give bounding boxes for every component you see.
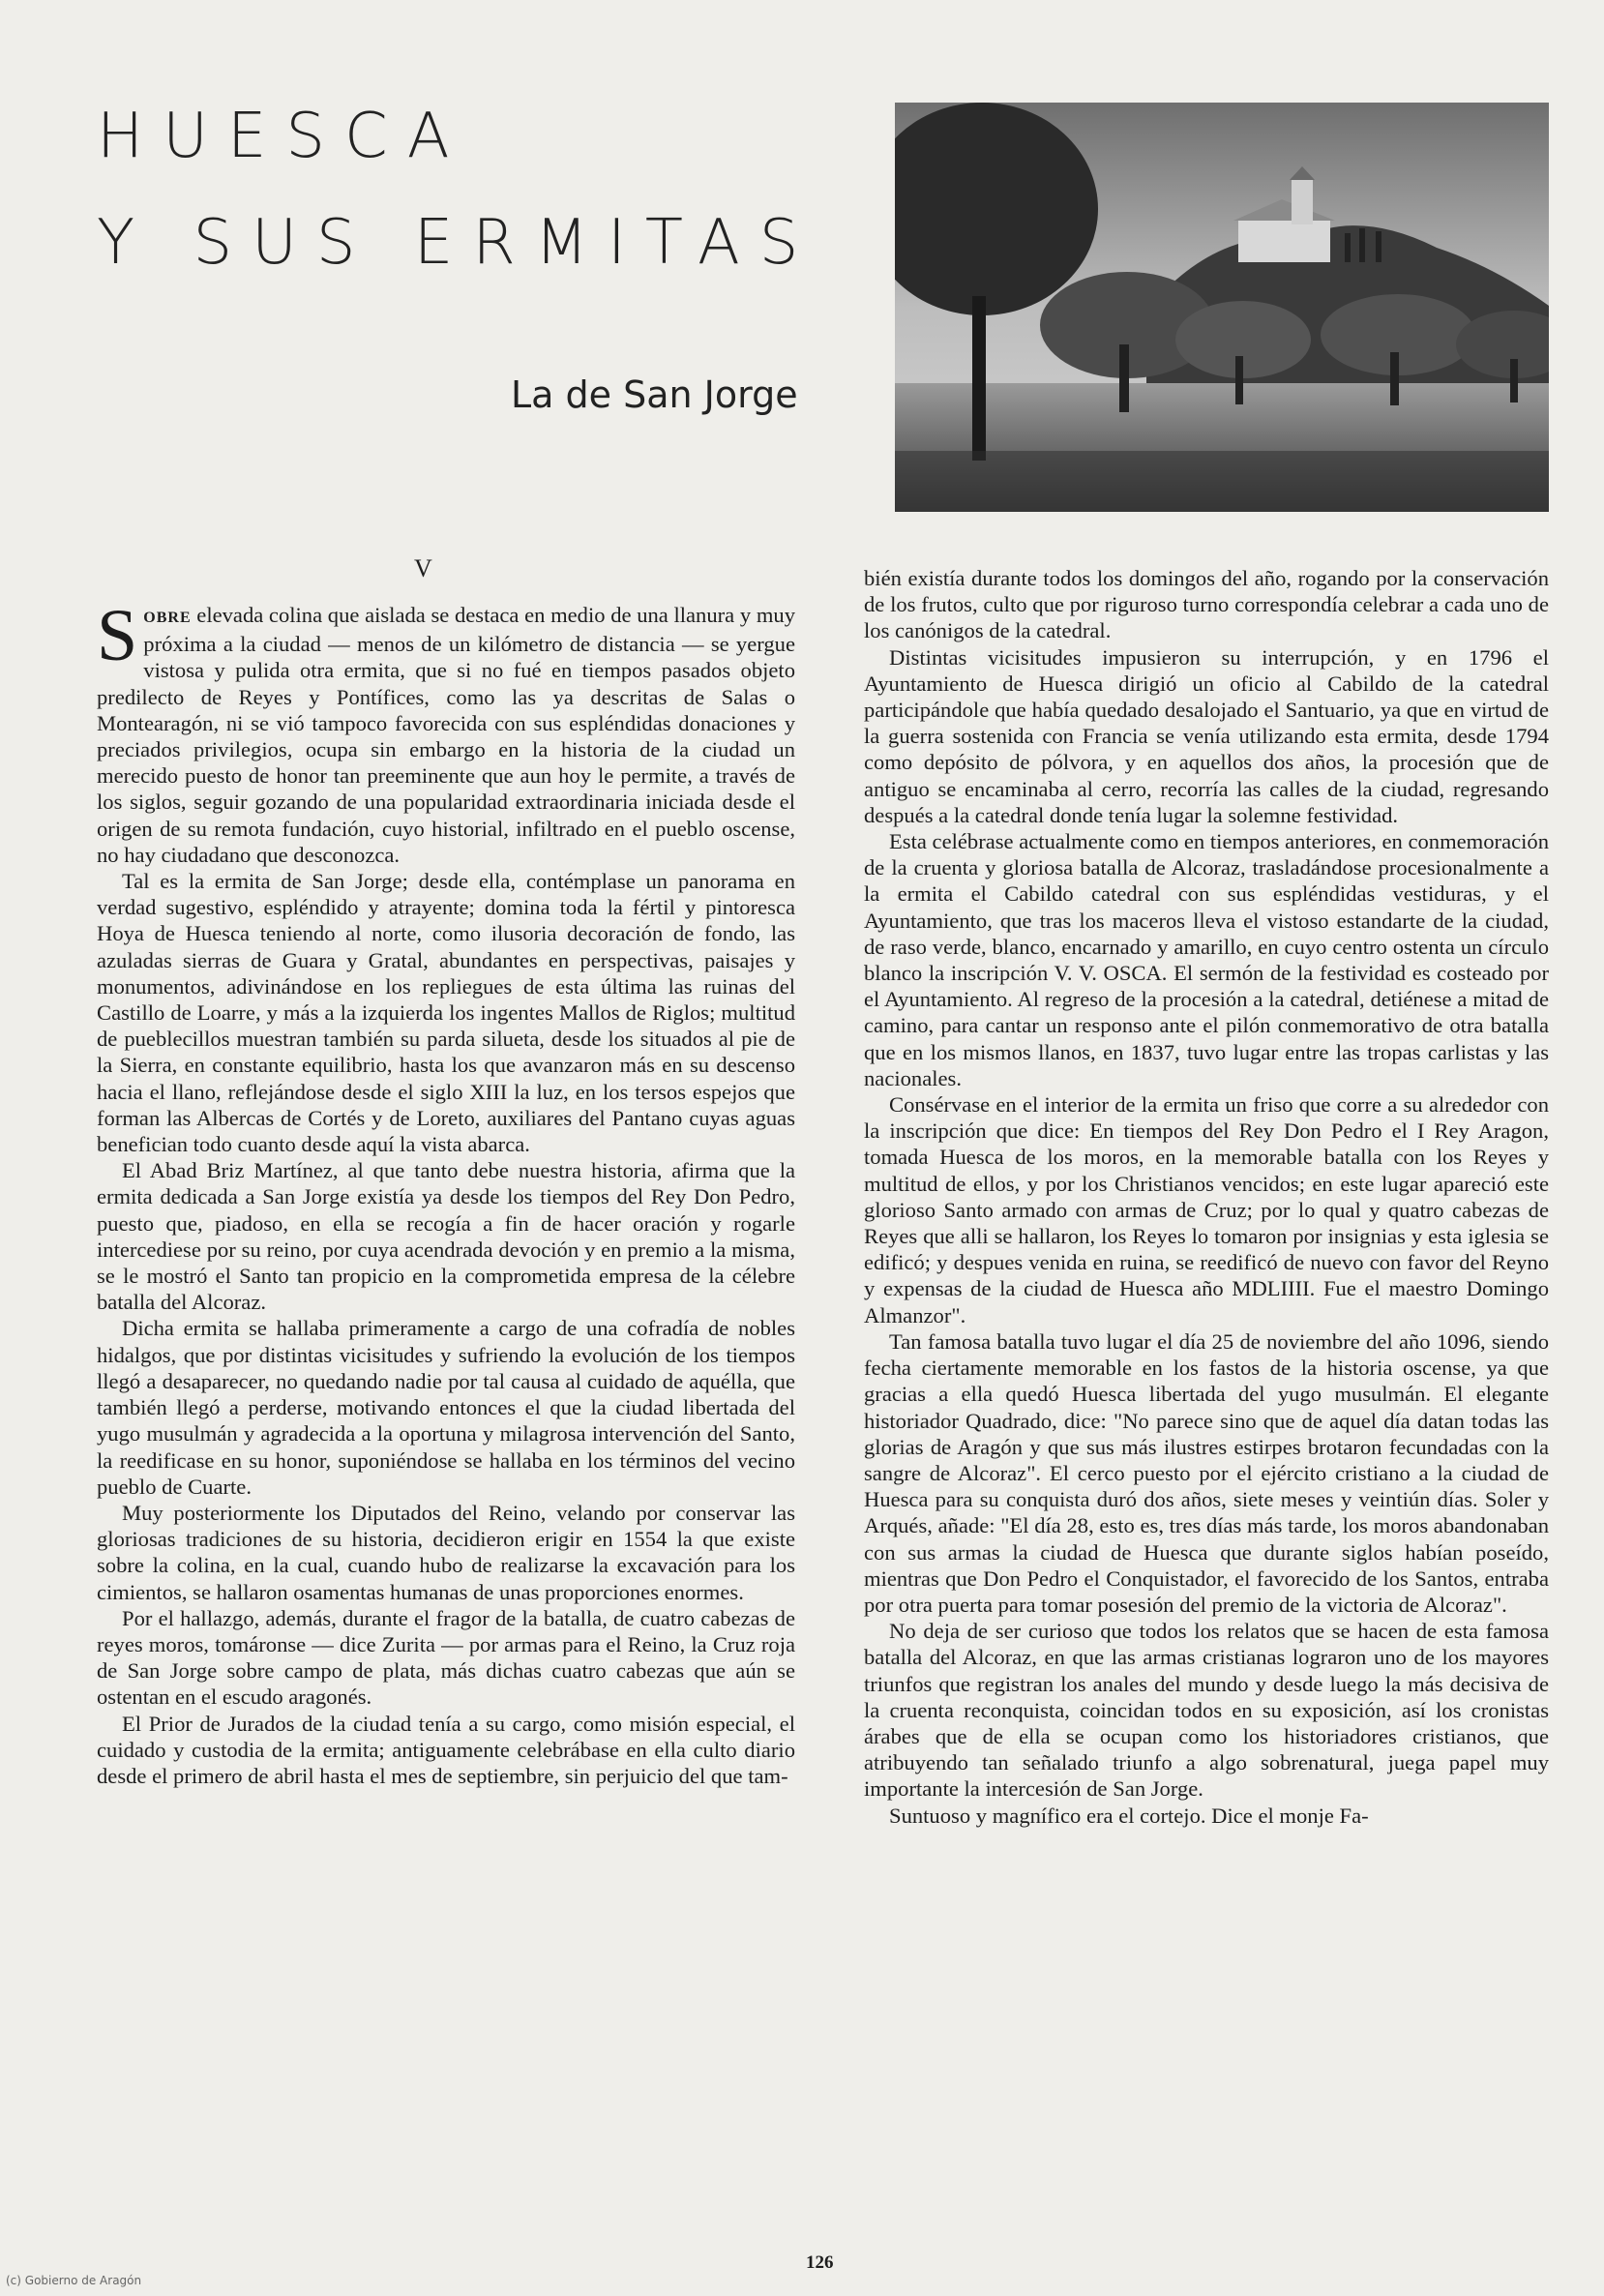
- copyright-credit: (c) Gobierno de Aragón: [6, 2274, 142, 2287]
- paragraph: Esta celébrase actualmente como en tiempos anteriores, en conmemoración de la cruenta y gloriosa batalla de Alcoraz, trasladándose procesionalmente a la ermita el Cabildo catedral con sus espléndidas vestiduras, y el Ayuntamiento, que tras los maceros lleva el vistoso estandarte de la ciudad, de raso verde, blanco, encarnado y amarillo, en cuyo centro ostenta un círculo blanco la inscripción V. V. OSCA. El sermón de la festividad es costeado por el Ayuntamiento. Al regreso de la procesión a la catedral, detiénese a mitad de camino, para cantar un responso ante el pilón conmemorativo de otra batalla que en los mismos llanos, en 1837, tuvo lugar entre las tropas carlistas y las nacionales.: [864, 829, 1549, 1090]
- paragraph: [97, 595, 795, 868]
- paragraph: Por el hallazgo, además, durante el fragor de la batalla, de cuatro cabezas de reyes moros, tomáronse — dice Zurita — por armas para el Reino, la Cruz roja de San Jorge sobre campo de plata, más dichas cuatro cabezas que aún se ostentan en el escudo aragonés.: [97, 1605, 795, 1710]
- paragraph: El Abad Briz Martínez, al que tanto debe nuestra historia, afirma que la ermita dedicada a San Jorge existía ya desde los tiempos del Rey Don Pedro, puesto que, piadoso, en ella se recogía a fin de hacer oración y rogarle intercediese por su reino, por cuya acendrada devoción y en premio a la misma, se le mostró el Santo tan propicio en la comprometida empresa de la célebre batalla del Alcoraz.: [97, 1158, 795, 1315]
- drop-cap: S: [97, 595, 138, 676]
- paragraph: Tal es la ermita de San Jorge; desde ella, contémplase un panorama en verdad sugestivo, espléndido y atrayente; domina toda la fértil y pintoresca Hoya de Huesca teniendo al norte, como ilusoria decoración de fondo, las azuladas sierras de Guara y Gratal, abundantes en perspectivas, paisajes y monumentos, adivinándose en los repliegues de esta última las ruinas del Castillo de Loarre, y más a la izquierda los ingentes Mallos de Riglos; multitud de pueblecillos muestran también su parda silueta, desde los situados al pie de la Sierra, en constante equilibrio, hasta los que avanzaron más en su descenso hacia el llano, reflejándose desde el siglo XIII la luz, en los tersos espejos que forman las Albercas de Cortés y de Loreto, auxiliares del Pantano cuyas aguas benefician todo cuanto desde aquí la vista abarca.: [97, 869, 795, 1157]
- paragraph: bién existía durante todos los domingos del año, rogando por la conservación de los frutos, culto que por riguroso turno correspondía celebrar a cada uno de los canónigos de la catedral.: [864, 566, 1549, 643]
- title-line-2: Y SUS ERMITAS: [97, 207, 818, 279]
- text-column-left: [97, 595, 795, 1789]
- paragraph: No deja de ser curioso que todos los relatos que se hacen de esta famosa batalla del Alcoraz, en que las armas cristianas lograron uno de los mayores triunfos que registran los anales del mundo y desde luego la más decisiva de la cruenta reconquista, coincidan todos en su exposición, así los cronistas árabes que de ella se ocupan como los historiadores cristianos, que atribuyendo tan señalado triunfo a algo sobrenatural, juega papel muy importante la intercesión de San Jorge.: [864, 1619, 1549, 1802]
- paragraph: Dicha ermita se hallaba primeramente a cargo de una cofradía de nobles hidalgos, que por distintas vicisitudes y sufriendo la evolución de los tiempos llegó a desaparecer, no quedando nadie por tal causa al cuidado de aquélla, que también llegó a perderse, motivando entonces el que la ciudad libertada del yugo musulmán y agradecida a la oportuna y milagrosa intervención del Santo, la reedificase en su honor, suponiéndose se hallaba en los términos del vecino pueblo de Cuarte.: [97, 1316, 795, 1499]
- paragraph: Distintas vicisitudes impusieron su interrupción, y en 1796 el Ayuntamiento de Huesca dirigió un oficio al Cabildo de la catedral participándole que había quedado desalojado el Santuario, ya que en virtud de la guerra sostenida con Francia se venía utilizando esta ermita, desde 1794 como depósito de pólvora, y en aquellos dos años, la procesión que de antiguo se encaminaba al cerro, recorría las calles de la ciudad, regresando después a la catedral donde tenía lugar la solemne festividad.: [864, 644, 1549, 827]
- paragraph: Tan famosa batalla tuvo lugar el día 25 de noviembre del año 1096, siendo fecha ciertamente memorable en los fastos de la historia oscense, ya que gracias a ella quedó Huesca libertada del yugo musulmán. El elegante historiador Quadrado, dice: "No parece sino que de aquel día datan todas las glorias de Aragón y que sus más ilustres estirpes brotaron fecundadas con la sangre de Alcoraz". El cerco puesto por el ejército cristiano a la ciudad de Huesca para su conquista duró dos años, siete meses y veintiún días. Soler y Arqués, añade: "El día 28, esto es, tres días más tarde, los moros abandonaban con sus armas la ciudad de Huesca que durante siglos habían poseído, mientras que Don Pedro el Conquistador, el favorecido de los Santos, entraba por otra puerta para tomar posesión del premio de la victoria de Alcoraz".: [864, 1328, 1549, 1617]
- paragraph-text: elevada colina que aislada se destaca en medio de una llanura y muy próxima a la ciudad — menos de un kilómetro de distancia — se yergue vistosa y pulida otra ermita, que si no fué en tiempos pasados objeto predilecto de Reyes y Pontífices, como las ya descritas de Salas o Montearagón, ni se vió tampoco favorecida con sus espléndidas donaciones y preciados privilegios, ocupa sin embargo en la historia de la ciudad un merecido puesto de honor tan preeminente que aun hoy le permite, a través de los siglos, seguir gozando de una popularidad extraordinaria iniciada desde el origen de su remota fundación, cuyo historial, infiltrado en el pueblo oscense, no hay ciudadano que desconozca.: [97, 603, 795, 867]
- title-line-1: HUESCA: [97, 101, 469, 172]
- subtitle: La de San Jorge: [511, 373, 798, 416]
- paragraph: El Prior de Jurados de la ciudad tenía a su cargo, como misión especial, el cuidado y custodia de la ermita; antiguamente celebrábase en ella culto diario desde el primero de abril hasta el mes de septiembre, sin perjuicio del que tam-: [97, 1711, 795, 1788]
- hermitage-photo: [895, 103, 1549, 512]
- paragraph: Suntuoso y magnífico era el cortejo. Dice el monje Fa-: [889, 1803, 1369, 1828]
- hilltop-hermitage-olive-grove-photo: [895, 103, 1549, 512]
- paragraph: Muy posteriormente los Diputados del Reino, velando por conservar las gloriosas tradiciones de su historia, decidieron erigir en 1554 la que existe sobre la colina, en la cual, cuando hubo de realizarse la excavación para los cimientos, se hallaron osamentas humanas de unas proporciones enormes.: [97, 1500, 795, 1604]
- paragraph: Consérvase en el interior de la ermita un friso que corre a su alrededor con la inscripción que dice: En tiempos del Rey Don Pedro el I Rey Aragon, tomada Huesca de los moros, en la memorable batalla con los Reyes y multitud de ellos, y por los Christianos vencidos; en este lugar apareció este glorioso Santo armado con armas de Cruz; por lo qual y quatro cabezas de Reyes que alli se hallaron, los Reyes lo tomaron por insignias y esta iglesia se edificó; y despues venida en ruina, se reedificó de nuevo con favor del Reyno y expensas de la ciudad de Huesca año MDLIIII. Fue el maestro Domingo Almanzor".: [864, 1092, 1549, 1327]
- section-number: V: [414, 554, 432, 582]
- text-column-right: [864, 565, 1549, 1829]
- page-number: 126: [806, 2252, 834, 2273]
- small-caps-word: OBRE: [143, 610, 192, 626]
